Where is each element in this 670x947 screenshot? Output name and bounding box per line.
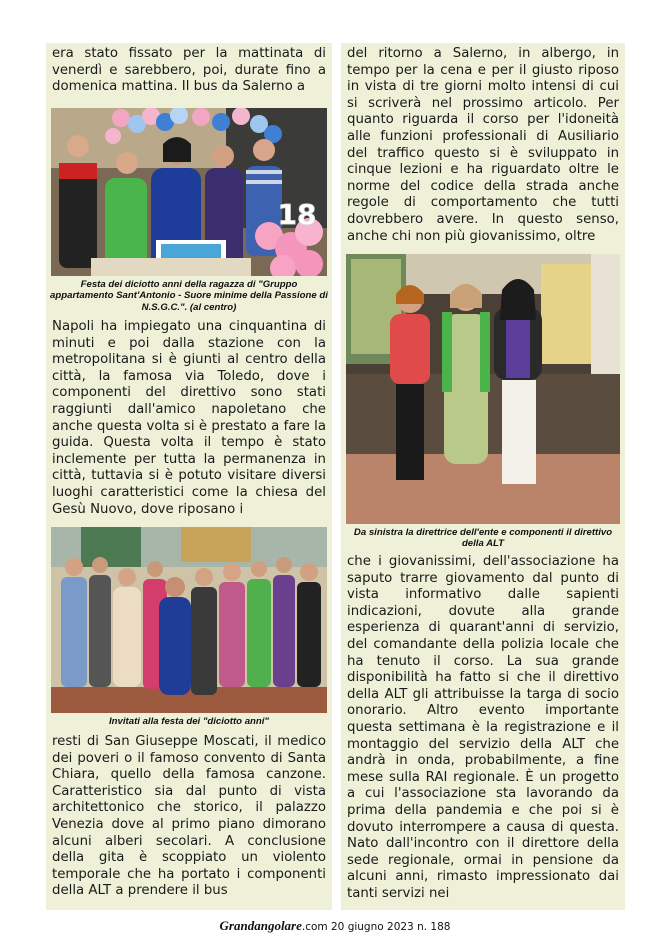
left-para-2-block: [46, 319, 332, 518]
birthday-party-image: [51, 108, 327, 276]
birthday-party-photo: [51, 108, 327, 276]
right-paragraph-2: che i giovanissimi, dell'associazione ha saputo trarre giovamento dal punto di vista informativo dalle sapienti indicazioni, dovute alla grande esperienza di quarant'anni di servizio, del comandante della polizia locale che ha tenuto il corso. La sua grande disponibilità ha fatto si che il direttivo della ALT gli attribuisse la targa di socio onorario. Altro evento importante questa settimana è la registrazione e il montaggio del servizio della ALT che andrà in onda, probabilmente, a fine mese sulla RAI regionale. È un progetto a cui l'associazione sta lavorando da prima della pandemia e che poi si è dovuto interrompere a causa di questa. Nato dall'incontro con il direttore della sede regionale, ormai in pensione da alcuni anni, rimasto impressionato dai tanti servizi nei: [347, 554, 619, 901]
caption-three-women: Da sinistra la direttrice dell'ente e componenti il direttivo della ALT: [353, 527, 613, 550]
guests-group-photo: [51, 527, 327, 713]
right-column: [341, 43, 625, 910]
right-paragraph-1: del ritorno a Salerno, in albergo, in tempo per la cena e per il giusto riposo in vista di tre giorni molto intensi di cui si scriverà nel prossimo articolo. Per quanto riguarda il corso per l'idoneità alle funzioni professionali di Ausiliario del traffico questo si è sviluppato in cinque lezioni e ha riguardato oltre le norme del codice della strada anche regole di comportamento che tutti dovrebbero avere. In questo senso, anche chi non più giovanissimo, oltre: [347, 46, 619, 244]
caption-birthday: Festa dei diciotto anni della ragazza di "Gruppo appartamento Sant'Antonio - Suore minime della Passione di N.S.G.C.". (al centro): [50, 279, 328, 313]
three-women-image: [346, 254, 620, 524]
page-footer: [0, 918, 670, 934]
footer-date-issue: .com 20 giugno 2023 n. 188: [301, 921, 451, 933]
left-paragraph-3: resti di San Giuseppe Moscati, il medico dei poveri o il famoso convento di Santa Chiara, quello della famosa canzone. Caratteristico sia dal punto di vista architettonico che storico, il palazzo Venezia dove al primo piano dimorano alcuni alberi secolari. A conclusione della gita è scoppiato un violento temporale che ha portato i componenti della ALT a prendere il bus: [52, 734, 326, 899]
left-paragraph-2: Napoli ha impiegato una cinquantina di minuti e poi dalla stazione con la metropolitana si è giunti al centro della città, la famosa via Toledo, dove i componenti del direttivo sono stati raggiunti dall'amico napoletano che anche questa volta si è prestato a fare la guida. Questa volta il tempo è stato inclemente per tutta la permanenza in città, tuttavia si è potuto visitare diversi luoghi caratteristici come la chiesa del Gesù Nuovo, dove riposano i: [52, 319, 326, 517]
footer-brand: Grandangolare: [219, 918, 302, 933]
left-para-1-block: [46, 46, 332, 96]
left-paragraph-1: era stato fissato per la mattinata di venerdì e sarebbero, poi, durate fino a domenica mattina. Il bus da Salerno a: [52, 46, 326, 95]
right-para-1-block: [341, 46, 625, 245]
caption-guests: Invitati alla festa dei "diciotto anni": [109, 716, 269, 727]
left-para-3-block: [46, 734, 332, 900]
three-women-photo: [346, 254, 620, 524]
right-para-2-block: [341, 554, 625, 902]
guests-group-image: [51, 527, 327, 713]
left-column: [46, 43, 332, 910]
cake-number-label: 18: [277, 198, 317, 231]
